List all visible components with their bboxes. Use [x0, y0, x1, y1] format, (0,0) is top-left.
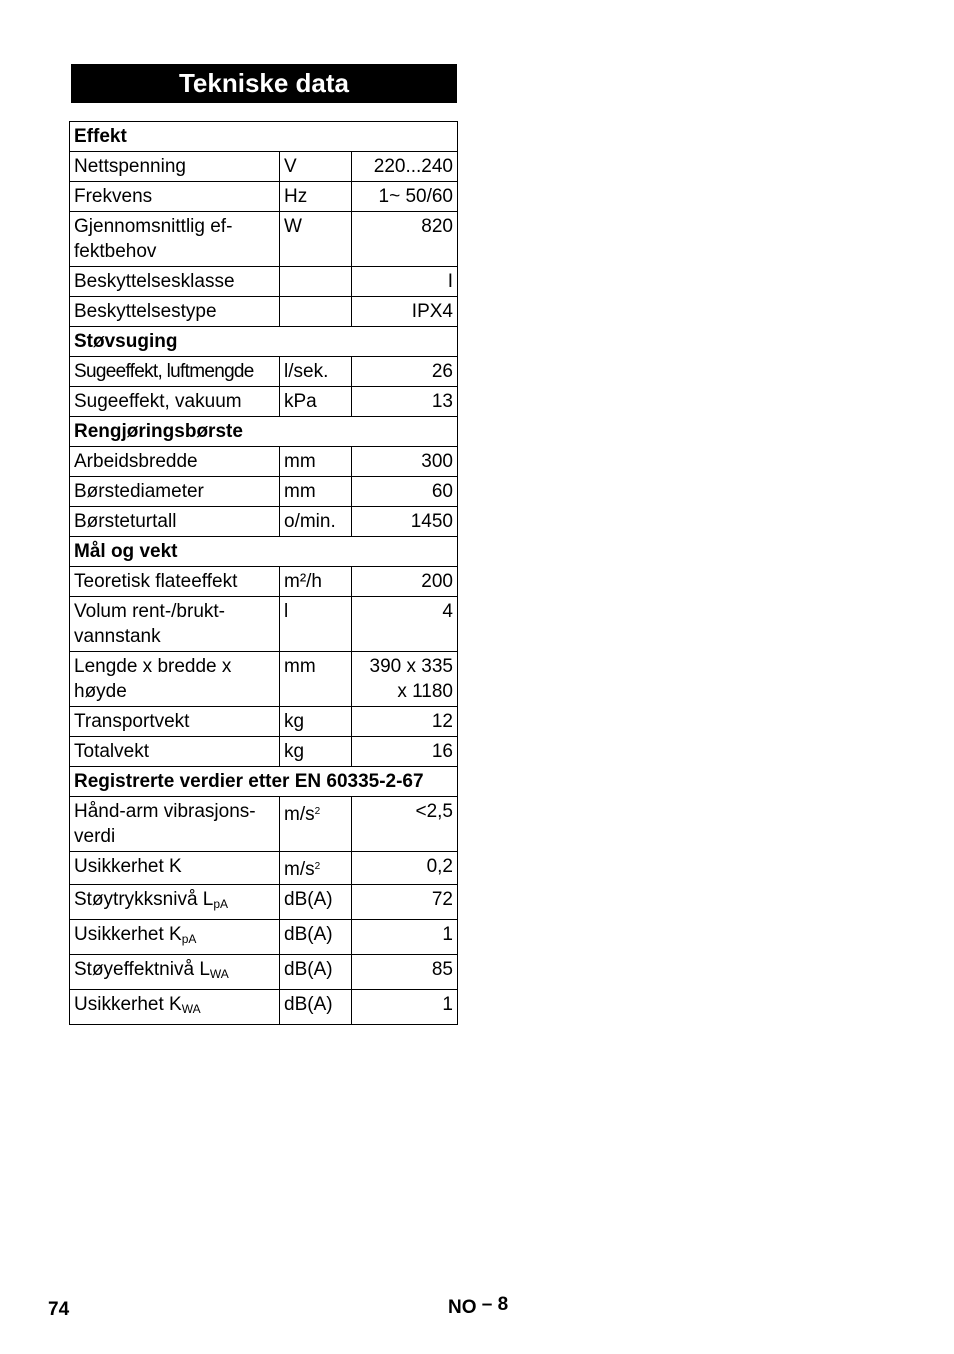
table-row — [70, 477, 458, 507]
table-row — [70, 990, 458, 1025]
label-subscript: WA — [209, 967, 229, 981]
label-base: Støyeffektnivå L — [74, 959, 210, 980]
label-subscript: WA — [181, 1002, 201, 1016]
row-unit: kPa — [280, 387, 352, 417]
section-header-row — [70, 122, 458, 152]
row-unit: dB(A) — [280, 920, 352, 955]
table-row — [70, 387, 458, 417]
row-label: Beskyttelsesklasse — [70, 267, 280, 297]
row-value: 1 — [352, 920, 458, 955]
row-value: 1~ 50/60 — [352, 182, 458, 212]
row-value: 26 — [352, 357, 458, 387]
row-value: 300 — [352, 447, 458, 477]
row-value: <2,5 — [352, 797, 458, 852]
table-row — [70, 885, 458, 920]
row-unit: dB(A) — [280, 885, 352, 920]
table-row — [70, 152, 458, 182]
row-unit — [280, 852, 352, 885]
section-header-row — [70, 537, 458, 567]
technical-data-table — [69, 121, 458, 1025]
row-value: 13 — [352, 387, 458, 417]
row-unit: mm — [280, 477, 352, 507]
section-heading-stovsuging: Støvsuging — [70, 327, 458, 357]
row-value: 0,2 — [352, 852, 458, 885]
label-base: Usikkerhet K — [74, 924, 182, 945]
row-label — [70, 885, 280, 920]
row-label: Usikkerhet K — [70, 852, 280, 885]
section-header-row — [70, 327, 458, 357]
row-unit: mm — [280, 652, 352, 707]
table-row — [70, 737, 458, 767]
label-subscript: pA — [181, 932, 197, 946]
row-value: 820 — [352, 212, 458, 267]
row-value: 220...240 — [352, 152, 458, 182]
table-row — [70, 797, 458, 852]
row-unit: kg — [280, 737, 352, 767]
table-row — [70, 597, 458, 652]
table-row — [70, 920, 458, 955]
label-subscript: pA — [213, 897, 229, 911]
language-code: NO — [448, 1297, 477, 1318]
unit-base: m/s — [284, 804, 315, 825]
table-row — [70, 567, 458, 597]
row-label: Frekvens — [70, 182, 280, 212]
row-value: IPX4 — [352, 297, 458, 327]
row-unit — [280, 267, 352, 297]
row-label — [70, 920, 280, 955]
unit-superscript: 2 — [314, 861, 321, 872]
row-label: Lengde x bredde x høyde — [70, 652, 280, 707]
section-page-label — [448, 1294, 509, 1319]
row-unit — [280, 797, 352, 852]
section-heading-effekt: Effekt — [70, 122, 458, 152]
row-value: I — [352, 267, 458, 297]
row-label: Totalvekt — [70, 737, 280, 767]
table-row — [70, 955, 458, 990]
section-heading-borste: Rengjøringsbørste — [70, 417, 458, 447]
row-label: Børsteturtall — [70, 507, 280, 537]
table-row — [70, 182, 458, 212]
row-value: 16 — [352, 737, 458, 767]
row-label: Sugeeffekt, luftmengde — [70, 357, 280, 387]
row-unit: Hz — [280, 182, 352, 212]
row-label: Sugeeffekt, vakuum — [70, 387, 280, 417]
row-label — [70, 955, 280, 990]
row-value: 390 x 335 x 1180 — [352, 652, 458, 707]
row-label: Volum rent-/brukt- vannstank — [70, 597, 280, 652]
row-label — [70, 990, 280, 1025]
row-label: Gjennomsnittlig ef- fektbehov — [70, 212, 280, 267]
row-value: 85 — [352, 955, 458, 990]
page-title-text: Tekniske data — [178, 68, 350, 98]
row-label: Børstediameter — [70, 477, 280, 507]
row-label: Arbeidsbredde — [70, 447, 280, 477]
row-unit: l — [280, 597, 352, 652]
row-value: 1 — [352, 990, 458, 1025]
table-row — [70, 507, 458, 537]
footer-dash: – — [481, 1294, 493, 1315]
row-value: 4 — [352, 597, 458, 652]
row-unit: V — [280, 152, 352, 182]
row-unit: m²/h — [280, 567, 352, 597]
section-header-row — [70, 767, 458, 797]
row-label: Teoretisk flateeffekt — [70, 567, 280, 597]
row-unit: W — [280, 212, 352, 267]
table-row — [70, 652, 458, 707]
page-title — [71, 64, 457, 103]
row-unit: dB(A) — [280, 955, 352, 990]
label-base: Støytrykksnivå L — [74, 889, 214, 910]
unit-superscript: 2 — [314, 806, 321, 817]
row-value: 200 — [352, 567, 458, 597]
table-row — [70, 447, 458, 477]
section-heading-registrerte: Registrerte verdier etter EN 60335-2-67 — [70, 767, 458, 797]
table-row — [70, 852, 458, 885]
section-heading-mal: Mål og vekt — [70, 537, 458, 567]
row-unit: kg — [280, 707, 352, 737]
unit-base: m/s — [284, 859, 315, 880]
row-value: 60 — [352, 477, 458, 507]
table-row — [70, 212, 458, 267]
row-label: Transportvekt — [70, 707, 280, 737]
row-label: Hånd-arm vibrasjons- verdi — [70, 797, 280, 852]
row-unit: o/min. — [280, 507, 352, 537]
row-label: Nettspenning — [70, 152, 280, 182]
row-unit: dB(A) — [280, 990, 352, 1025]
table-row — [70, 267, 458, 297]
table-row — [70, 357, 458, 387]
row-value: 72 — [352, 885, 458, 920]
row-value: 12 — [352, 707, 458, 737]
row-label: Beskyttelsestype — [70, 297, 280, 327]
section-page-number: 8 — [497, 1294, 509, 1315]
label-base: Usikkerhet K — [74, 994, 182, 1015]
row-unit: l/sek. — [280, 357, 352, 387]
row-value: 1450 — [352, 507, 458, 537]
table-row — [70, 297, 458, 327]
table-row — [70, 707, 458, 737]
page-number: 74 — [48, 1299, 70, 1320]
section-header-row — [70, 417, 458, 447]
row-unit: mm — [280, 447, 352, 477]
row-unit — [280, 297, 352, 327]
